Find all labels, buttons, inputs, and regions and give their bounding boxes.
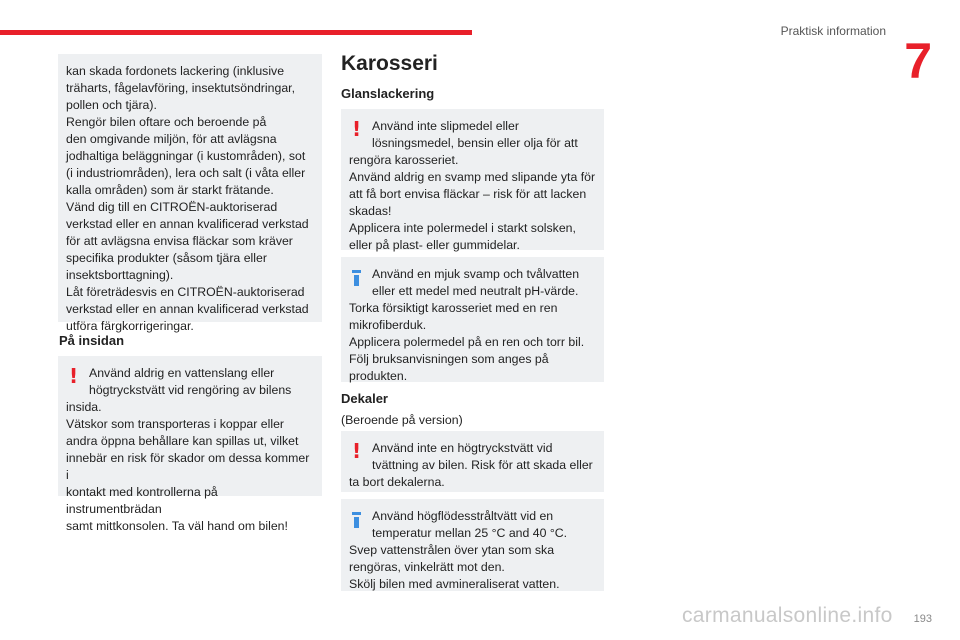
gloss-info-text: Torka försiktigt karosseriet med en ren mikrofiberduk. Applicera polermedel på en ren och torr bil. Följ bruksanvisningen som anges på produkten. [349,301,585,383]
warning-icon: ! [69,364,79,388]
gloss-warning-lead: Använd inte slipmedel eller lösningsmedel, bensin eller olja för att [372,119,578,150]
inside-heading: På insidan [59,333,125,348]
page-number: 193 [913,613,932,625]
decals-warning-box [341,431,604,492]
gloss-warning-text: rengöra karosseriet. Använd aldrig en svamp med slipande yta för att få bort envisa fläckar – risk för att lacken skadas! Applicera inte polermedel i starkt solsken, eller på plast- eller gummidelar. [349,153,596,252]
inside-warning-lead: Använd aldrig en vattenslang eller högtryckstvätt vid rengöring av bilens [89,366,292,397]
decals-version-note: (Beroende på version) [341,413,463,427]
decals-warning-text: ta bort dekalerna. [349,475,445,489]
header-accent-bar [0,30,472,35]
continued-note-text: kan skada fordonets lackering (inklusive träharts, fågelavföring, insektutsöndringar, pollen och tjära). Rengör bilen oftare och beroende på den omgivande miljön, för att avlägsna jodhaltiga beläggningar (i kustområden), sot (i industriområden), lera och salt (i våta eller kalla områden) som är starkt frätande. Vänd dig till en CITROËN-auktoriserad verkstad eller en annan kvalificerad verkstad för att avlägsna envisa fläckar som kräver specifika produkter (såsom tjära eller insektsborttagning). Låt företrädesvis en CITROËN-auktoriserad verkstad eller en annan kvalificerad verkstad utföra färgkorrigeringar. [66,64,309,333]
warning-icon: ! [352,439,362,463]
info-icon [352,270,361,286]
inside-warning-text: insida. Vätskor som transporteras i koppar eller andra öppna behållare kan spillas ut, vilket innebär en risk för skador om dessa kommer i kontakt med kontrollerna på instrumentbrädan samt mittkonsolen. Ta väl hand om bilen! [66,400,310,533]
info-icon [352,512,361,528]
continued-note-box [58,54,322,333]
decals-heading: Dekaler [341,391,388,406]
gloss-info-lead: Använd en mjuk svamp och tvålvatten eller ett medel med neutralt pH-värde. [372,267,580,298]
decals-info-box [341,499,604,591]
gloss-warning-box [341,109,604,250]
gloss-info-box [341,257,604,382]
decals-warning-lead: Använd inte en högtryckstvätt vid tvättning av bilen. Risk för att skada eller [372,441,593,472]
page-title: Karosseri [341,52,438,75]
gloss-heading: Glanslackering [341,86,435,101]
decals-info-lead: Använd högflödesstråltvätt vid en temperatur mellan 25 °C and 40 °C. [372,509,568,540]
watermark: carmanualsonline.info [682,604,893,627]
decals-info-text: Svep vattenstrålen över ytan som ska rengöras, vinkelrätt mot den. Skölj bilen med avmineraliserat vatten. [349,543,560,591]
section-title: Praktisk information [780,24,886,38]
chapter-number: 7 [904,33,932,89]
warning-icon: ! [352,117,362,141]
inside-warning-box [58,356,322,533]
